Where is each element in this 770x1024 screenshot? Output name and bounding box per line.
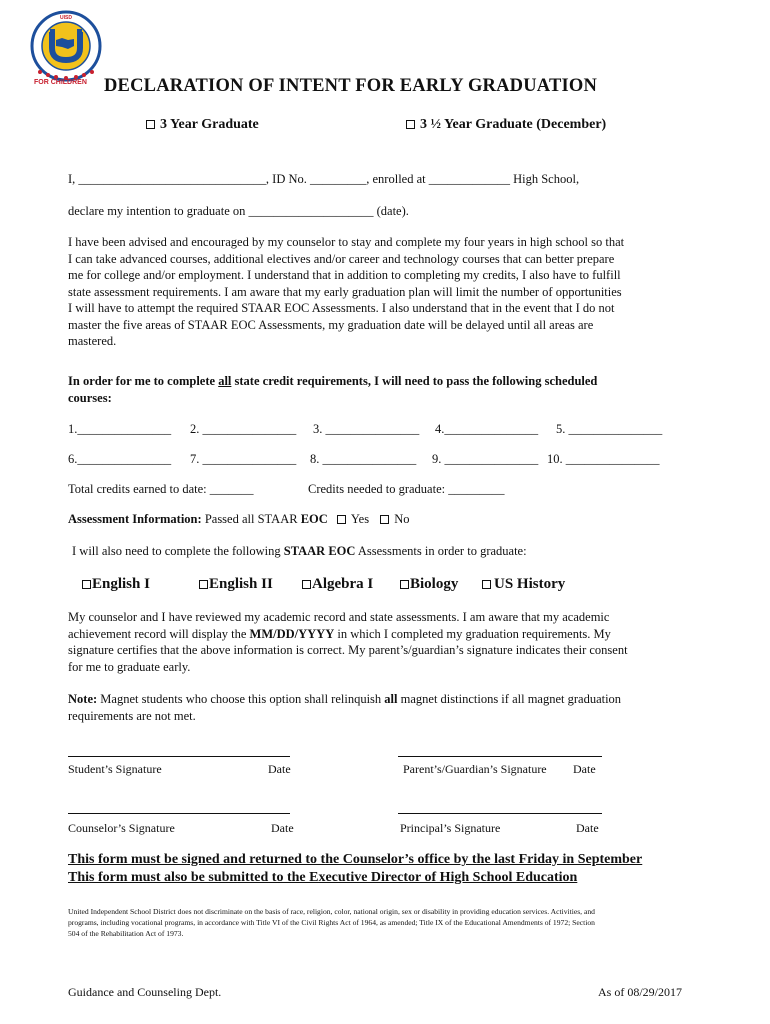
assessment-label: Assessment Information:: [68, 512, 202, 526]
submission-notice-1: This form must be signed and returned to the Counselor’s office by the last Friday in September: [68, 852, 643, 867]
course-field-5[interactable]: 5. _______________: [556, 422, 663, 436]
graduation-date-line[interactable]: declare my intention to graduate on ____________________ (date).: [68, 204, 409, 218]
student-signature-line[interactable]: [68, 756, 290, 757]
assessment-no[interactable]: No: [380, 512, 409, 526]
paragraph-line: me for college and/or employment. I understand that in addition to completing my credits, I also have to fulfill: [68, 268, 621, 282]
subject-biology[interactable]: Biology: [400, 576, 458, 593]
svg-text:UISD: UISD: [60, 15, 72, 21]
course-field-4[interactable]: 4._______________: [435, 422, 539, 436]
checkbox-icon[interactable]: [337, 515, 346, 524]
logo-caption: FOR CHILDREN: [34, 79, 87, 86]
assessment-yes[interactable]: Yes: [337, 512, 369, 526]
principal-date-label: Date: [576, 821, 599, 835]
counselor-signature-line[interactable]: [68, 813, 290, 814]
checkbox-icon[interactable]: [406, 120, 415, 129]
course-field-9[interactable]: 9. _______________: [432, 452, 539, 466]
intro-paragraph: [68, 234, 698, 350]
district-logo: [26, 10, 106, 90]
counselor-date-label: Date: [271, 821, 294, 835]
credits-earned-field[interactable]: Total credits earned to date: _______: [68, 482, 254, 496]
checkbox-icon[interactable]: [82, 580, 91, 589]
page-title: DECLARATION OF INTENT FOR EARLY GRADUATION: [104, 76, 598, 96]
checkbox-icon[interactable]: [482, 580, 491, 589]
paragraph-line: I will have to attempt the required STAAR EOC Assessments. I also understand that in the event that I do not: [68, 301, 615, 315]
student-date-label: Date: [268, 762, 291, 776]
subject-english-1[interactable]: English I: [82, 576, 150, 593]
course-field-7[interactable]: 7. _______________: [190, 452, 297, 466]
checkbox-icon[interactable]: [380, 515, 389, 524]
footer-date: As of 08/29/2017: [598, 985, 682, 999]
parent-signature-line[interactable]: [398, 756, 602, 757]
student-info-line[interactable]: I, ______________________________, ID No. _________, enrolled at _____________ High School,: [68, 172, 580, 186]
counselor-signature-label: Counselor’s Signature: [68, 821, 175, 835]
course-field-2[interactable]: 2. _______________: [190, 422, 297, 436]
paragraph-line: master the five areas of STAAR EOC Assessments, my graduation date will be delayed until all areas are: [68, 317, 594, 332]
course-field-3[interactable]: 3. _______________: [313, 422, 420, 436]
option-three-year-label: 3 Year Graduate: [160, 117, 259, 132]
paragraph-line: I can take advanced courses, additional electives and/or career and technology courses that can better prepare: [68, 251, 615, 266]
paragraph-line: mastered.: [68, 334, 117, 348]
course-field-8[interactable]: 8. _______________: [310, 452, 417, 466]
course-field-10[interactable]: 10. _______________: [547, 452, 660, 466]
subject-us-history[interactable]: US History: [482, 576, 565, 593]
parent-date-label: Date: [573, 762, 596, 776]
course-field-6[interactable]: 6._______________: [68, 452, 172, 466]
principal-signature-label: Principal’s Signature: [400, 821, 501, 835]
subject-english-2[interactable]: English II: [199, 576, 273, 593]
credits-needed-field[interactable]: Credits needed to graduate: _________: [308, 482, 505, 496]
checkbox-icon[interactable]: [302, 580, 311, 589]
assessment-info: Assessment Information: Passed all STAAR EOC Yes No: [68, 512, 410, 526]
footer-department: Guidance and Counseling Dept.: [68, 985, 222, 999]
paragraph-line: state assessment requirements. I am aware that my early graduation plan will limit the number of opportunities: [68, 284, 622, 299]
principal-signature-line[interactable]: [398, 813, 602, 814]
checkbox-icon[interactable]: [146, 120, 155, 129]
checkbox-icon[interactable]: [400, 580, 409, 589]
submission-notice-2: This form must also be submitted to the Executive Director of High School Education: [68, 870, 578, 885]
parent-signature-label: Parent’s/Guardian’s Signature: [403, 762, 547, 776]
staar-requirement-line: I will also need to complete the following STAAR EOC Assessments in order to graduate:: [72, 544, 527, 558]
paragraph-line: I have been advised and encouraged by my counselor to stay and complete my four years in high school so that: [68, 235, 625, 249]
nondiscrimination-statement: United Independent School District does not discriminate on the basis of race, religion, color, national origin, sex or disability in providing education services. Activities, and programs, including vocational programs, in accordance with Title VI of the Civil Rights Act of 1964, as amended; Title IX of the Educational Amendments of 1972; Section 504 of the Rehabilitation Act of 1973.: [68, 907, 595, 938]
student-signature-label: Student’s Signature: [68, 762, 162, 776]
option-three-half-year-label: 3 ½ Year Graduate (December): [420, 117, 607, 132]
checkbox-icon[interactable]: [199, 580, 208, 589]
magnet-note: Note: Magnet students who choose this option shall relinquish all magnet distinctions if all magnet graduation requirements are not met.: [68, 692, 622, 723]
option-three-year[interactable]: [146, 117, 259, 133]
review-paragraph: My counselor and I have reviewed my academic record and state assessments. I am aware that my academic achievement record will display the MM/DD/YYYY in which I completed my graduation requirements. My signature certifies that the above information is correct. My parent’s/guardian’s signature indicates their consent for me to graduate early.: [68, 610, 628, 674]
course-field-1[interactable]: 1._______________: [68, 422, 172, 436]
option-three-half-year[interactable]: [406, 117, 606, 133]
subject-algebra-1[interactable]: Algebra I: [302, 576, 373, 593]
courses-heading: In order for me to complete all state credit requirements, I will need to pass the following scheduled courses:: [68, 374, 598, 405]
